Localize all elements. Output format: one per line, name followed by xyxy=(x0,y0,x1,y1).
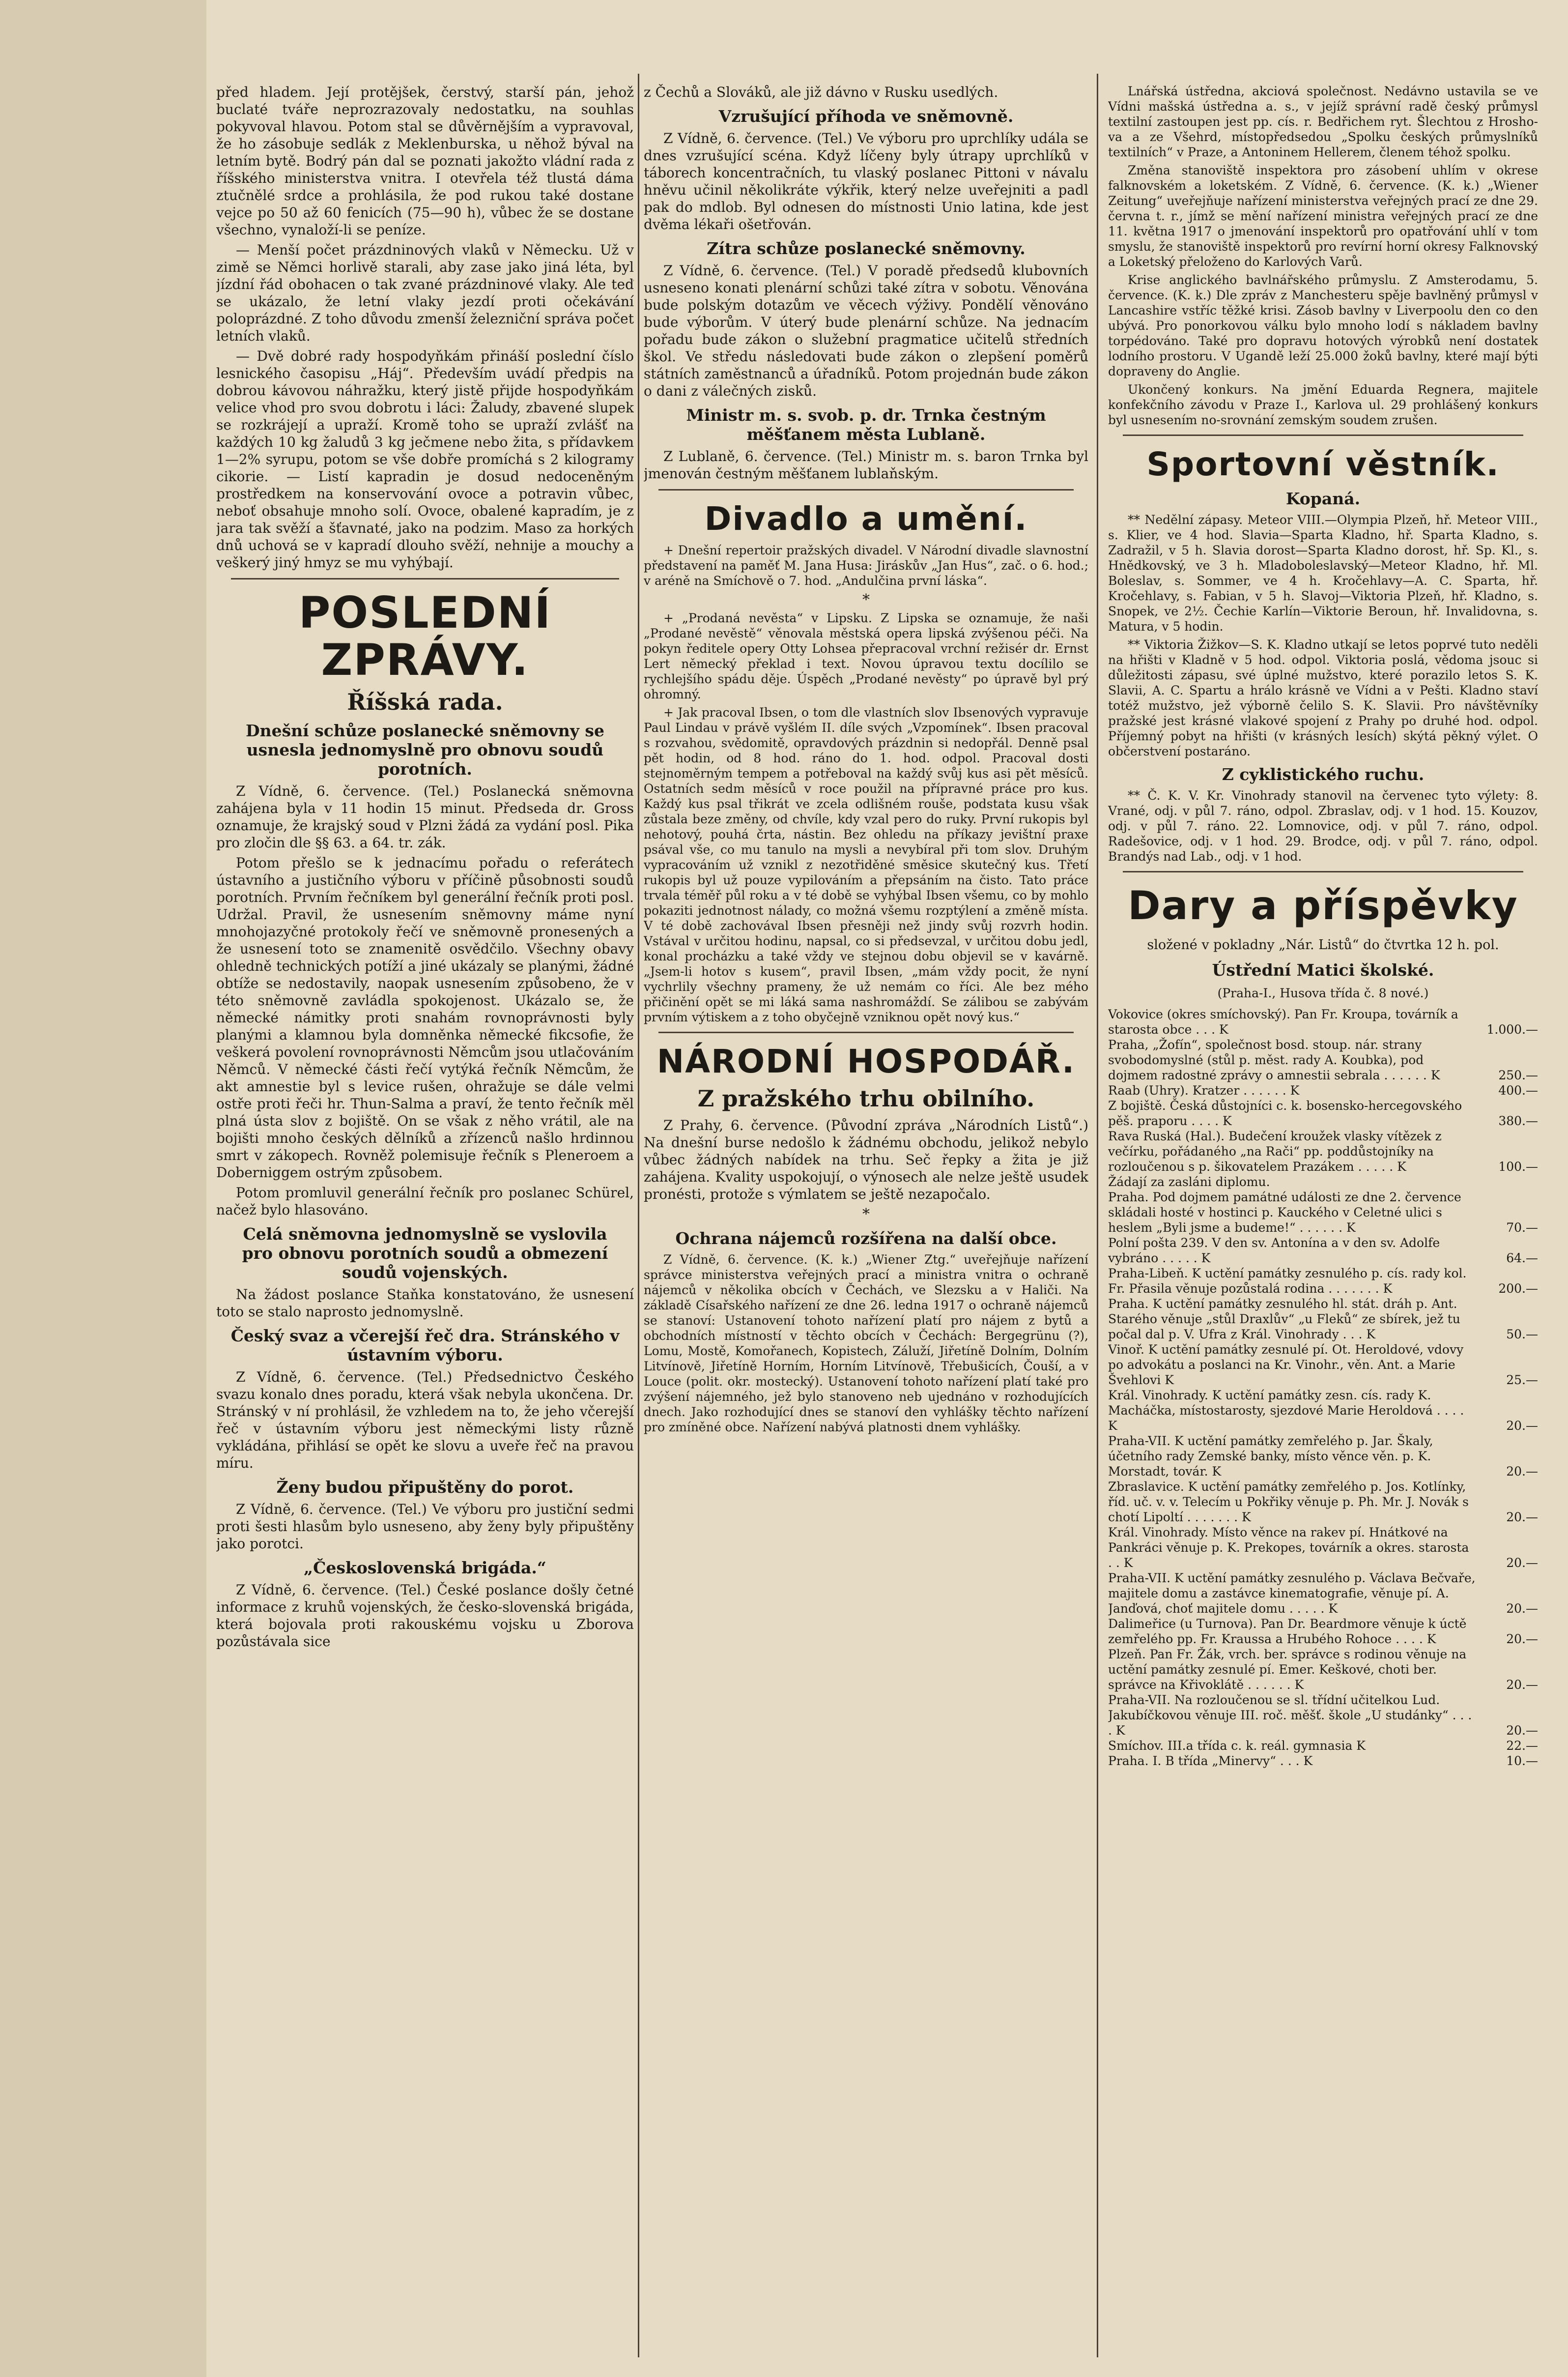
donation-row xyxy=(1108,1266,1538,1296)
donation-amount: 20.— xyxy=(1506,1464,1538,1478)
donation-text: Z bojiště. Česká důstojníci c. k. bosensko-hercegovského pěš. praporu . . . . K xyxy=(1108,1099,1462,1128)
column-1 xyxy=(216,84,634,2357)
donation-text: Žádají za zasláni diplomu. xyxy=(1108,1175,1270,1189)
article-paragraph: Z Vídně, 6. července. (K. k.) „Wiener Ztg.“ uveřejňuje nařízení správce ministerstva veřejných prací a ministra vnitra o ochraně nájemců v několika obcích v Čechách, ve Slezsku a v Haliči. Na základě Císařského nařízení ze dne 26. ledna 1917 o ochraně nájemců se stanoví: Ustanovení tohoto nařízení platí pro nájem z bytů a obchodních místností v těchto obcích v Čechách: Bergegrünu (?), Lomu, Mostě, Komořanech, Kopistech, Záluží, Jiřetíně Dolním, Dolním Litvínově, Jiřetíně Horním, Horním Litvínově, Třebušicích, Čouší, a v Louce (polit. okr. mostecký). Ustanovení tohoto nařízení platí také pro zvýšení nájemného, jež bylo stanoveno neb ujednáno v rozhodujících dnech. Jako rozhodující dnes se stanoví den vyhlášky těchto nařízení pro zmíněné obce. Nařízení nabývá platnosti dnem vyhlášky. xyxy=(644,1252,1088,1434)
banner-headline: POSLEDNÍ ZPRÁVY. xyxy=(298,587,552,685)
donation-text: Praha. Pod dojmem památné události ze dne 2. července skládali hosté v hostinci p. Kauckého v Celetné ulici s heslem „Byli jsme a budeme!“ . . . . . . K xyxy=(1108,1190,1461,1235)
donation-amount: 20.— xyxy=(1506,1510,1538,1524)
article-paragraph: Ukončený konkurs. Na jmění Eduarda Regnera, majitele konfekčního závodu v Praze I., Karlova ul. 29 prohlášený konkurs byl usnesením no-srovnání zemským soudem zrušen. xyxy=(1108,382,1538,427)
donation-row xyxy=(1108,1129,1538,1174)
donation-row xyxy=(1108,1525,1538,1570)
donation-row xyxy=(1108,1189,1538,1235)
donation-text: Praha. K uctění památky zesnulého hl. stát. dráh p. Ant. Starého věnuje „stůl Draxlův“ „u Fleků“ ze sbírek, jež tu počal dal p. V. Ufra z Král. Vinohrady . . . K xyxy=(1108,1297,1460,1341)
article-paragraph: ** Č. K. V. Kr. Vinohrady stanovil na červenec tyto výlety: 8. Vrané, odj. v půl 7. ráno, odpol. Zbraslav, odj. v 1 hod. 15. Kouzov, odj. v půl 7. ráno. 22. Lomnovice, odj. v půl 7. ráno, odpol. Radešovice, odj. v 1 hod. 29. Brodce, odj. v půl 7. ráno, odpol. Brandýs nad Lab., odj. v 1 hod. xyxy=(1108,788,1538,864)
divider xyxy=(1123,871,1523,872)
donations-table xyxy=(1108,1007,1538,1768)
banner-headline: Dary a příspěvky xyxy=(1128,883,1518,928)
article-headline: Z cyklistického ruchu. xyxy=(1222,765,1425,784)
donation-text: Praha-VII. K uctění památky zesnulého p. Václava Bečvaře, majitele domu a zastávce kinematografie, věnuje pí. A. Janďová, choť majitele domu . . . . . K xyxy=(1108,1571,1476,1616)
article-headline: Vzrušující příhoda ve sněmovně. xyxy=(718,107,1014,126)
donation-amount: 50.— xyxy=(1506,1327,1538,1341)
divider xyxy=(658,489,1074,491)
donation-row xyxy=(1108,1037,1538,1083)
donation-amount: 20.— xyxy=(1506,1723,1538,1738)
banner-headline: Sportovní věstník. xyxy=(1146,445,1500,483)
donation-amount: 22.— xyxy=(1506,1739,1538,1753)
section-heading: Kopaná. xyxy=(1285,489,1361,508)
banner-headline: Divadlo a umění. xyxy=(704,500,1028,538)
donation-row xyxy=(1108,1174,1538,1189)
article-paragraph: Krise anglického bavlnářského průmyslu. Z Amsterodamu, 5. července. (K. k.) Dle zpráv z Manchesteru spěje bavlněný průmysl v Lancashire vstříc těžké krisi. Zásob bavlny v Liverpoolu den co den ubývá. Pro ponorkovou válku bylo mnoho lodí s nákladem bavlny torpédováno. Také pro dopravu hotových výrobků není dostatek lodního prostoru. V Ugandě leží 25.000 žoků bavlny, které mají býti dopraveny do Anglie. xyxy=(1108,273,1538,378)
donation-row xyxy=(1108,1647,1538,1692)
donation-amount: 100.— xyxy=(1498,1160,1538,1174)
article-headline: Ministr m. s. svob. p. dr. Trnka čestným měšťanem města Lublaně. xyxy=(686,406,1046,444)
donation-amount: 70.— xyxy=(1506,1220,1538,1235)
donation-amount: 20.— xyxy=(1506,1601,1538,1616)
donation-row xyxy=(1108,1616,1538,1647)
donation-text: Praha-VII. Na rozloučenou se sl. třídní učitelkou Lud. Jakubíčkovou věnuje III. roč. měšť. škole „U studánky“ . . . . K xyxy=(1108,1693,1472,1738)
column-2 xyxy=(644,84,1088,2357)
article-headline: Zítra schůze poslanecké sněmovny. xyxy=(707,239,1026,258)
section-heading: Z pražského trhu obilního. xyxy=(697,1085,1035,1112)
donation-text: Zbraslavice. K uctění památky zemřelého p. Jos. Kotlínky, říd. uč. v. v. Telecím u Pokřiky věnuje p. Ph. Mr. J. Novák s chotí Lipoltí . . . . . . . K xyxy=(1108,1479,1469,1524)
donation-row xyxy=(1108,1570,1538,1616)
donation-text: Rava Ruská (Hal.). Budečení kroužek vlasky vítězek z večírku, pořádaného „na Rači“ pp. poddůstojníky na rozloučenou s p. šikovatelem Prazákem . . . . . K xyxy=(1108,1129,1442,1174)
donation-text: Král. Vinohrady. K uctění památky zesn. cís. rady K. Macháčka, místostarosty, sjezdové Marie Heroldová . . . . K xyxy=(1108,1388,1464,1433)
article-paragraph: + Jak pracoval Ibsen, o tom dle vlastních slov Ibsenových vypravuje Paul Lindau v právě vyšlém II. díle svých „Vzpomínek“. Ibsen pracoval s rozvahou, svědomitě, opravdových prázdnin si nedopřál. Denně psal pět hodin, od 8 hod. ráno do 1. hod. odpol. Pracoval dosti stejnoměrným tempem a potřeboval na každý svůj kus asi pět měsíců. Ostatních sedm měsíců v roce použil na přípravné práce pro kus. Každý kus psal třikrát ve zcela odlišném rouše, podstata kusu však zůstala beze změny, od chvíle, kdy vzal pero do ruky. První rukopis byl nehotový, pouhá črta, nástin. Bez ohledu na příkazy jevištní praxe psával vše, co mu tanulo na mysli a nevybíral při tom slov. Druhým vypracováním už vznikl z nezotřiděné směsice skutečný kus. Třetí rukopis byl už pouze vypilováním a přepsáním na čisto. Tato práce trvala téměř půl roku a v té době se vyhýbal Ibsen všemu, co by mohlo pokaziti jednotnost nálady, co možná všemu rozptýlení a změně místa. V té době zachovával Ibsen přesněji než jindy svůj rozvrh hodin. Vstával v určitou hodinu, napsal, co si předsevzal, v určitou dobu jedl, konal procházku a také vždy ve stejnou dobu objevil se v kavárně. „Jsem-li hotov s kusem“, pravil Ibsen, „mám vždy pocit, že nyní vychrlily všechny prameny, že už nemám co říci. Ale bez mého přičinění opět se mi láká sama nashromáždí. Se zálibou se zabývám prvním výtiskem a z toho obyčejně vzniknou opět nový kus.“ xyxy=(644,705,1088,1024)
article-paragraph: Potom promluvil generální řečník pro poslanec Schürel, načež bylo hlasováno. xyxy=(216,1185,634,1218)
donation-amount: 20.— xyxy=(1506,1556,1538,1570)
donation-text: Plzeň. Pan Fr. Žák, vrch. ber. správce s rodinou věnuje na uctění památky zesnulé pí. Emer. Keškové, choti ber. správce na Křivoklátě . . . . . . K xyxy=(1108,1647,1467,1692)
organization-name: Ústřední Matici školské. xyxy=(1212,960,1434,980)
article-headline: Český svaz a včerejší řeč dra. Stránského v ústavním výboru. xyxy=(230,1326,620,1364)
donation-text: Raab (Uhry). Kratzer . . . . . . K xyxy=(1108,1083,1300,1098)
article-paragraph: ** Viktoria Žižkov—S. K. Kladno utkají se letos poprvé tuto neděli na hřišti v Kladně v 5 hod. odpol. Viktoria poslá, vědoma jsouc si důležitosti zápasu, své úplné mužstvo, které porazilo letos S. K. Slavii, A. C. Spartu a hrálo krásně ve Vídni a v Pešti. Kladno staví totéž mužstvo, jež výborně čelilo S. K. Slavii. Pro návštěvníky pražské jest krásné vlakové spojení z Prahy po druhé hod. odpol. Příjemný pobyt na hřišti (v krásných lesích) skýtá pěkný výlet. O občerstvení postaráno. xyxy=(1108,638,1538,758)
article-paragraph: Změna stanoviště inspektora pro zásobení uhlím v okrese falknovském a loketském. Z Vídně, 6. července. (K. k.) „Wiener Zeitung“ uveřejňuje nařízení ministerstva veřejných prací ze dne 29. června t. r., jímž se mění nařízení ministra veřejných prací ze dne 11. května 1917 o jmenování inspektorů pro opatřování uhlí v tom smyslu, že stanoviště inspektorů pro revírní horní okresy Falknovský a Loketský přeloženo do Karlových Varů. xyxy=(1108,163,1538,269)
asterisk-separator: * xyxy=(862,591,870,609)
article-paragraph: Z Vídně, 6. července. (Tel.) Poslanecká sněmovna zahájena byla v 11 hodin 15 minut. Předseda dr. Gross oznamuje, že krajský soud v Plzni žádá za vydání posl. Pika pro zločin dle §§ 63. a 64. tr. zák. xyxy=(216,783,634,851)
donation-amount: 25.— xyxy=(1506,1373,1538,1387)
donation-amount: 10.— xyxy=(1506,1754,1538,1768)
donation-amount xyxy=(1476,1174,1538,1189)
asterisk-separator: * xyxy=(862,1206,870,1223)
article-headline: Ochrana nájemců rozšířena na další obce. xyxy=(675,1229,1057,1248)
article-paragraph: Z Vídně, 6. července. (Tel.) Ve výboru pro uprchlíky udála se dnes vzrušující scéna. Když líčeny byly útrapy uprchlíků v táborech koncentračních, tu vlaský poslanec Pittoni v návalu hněvu učinil několikráte výkřik, který nelze uveřejniti a padl pak do mdlob. Byl odnesen do místnosti Unio latina, kde jest dvěma lékaři ošetřován. xyxy=(644,130,1088,232)
donations-intro: složené v pokladny „Nár. Listů“ do čtvrtka 12 h. pol. xyxy=(1147,937,1499,953)
article-paragraph: Z Prahy, 6. července. (Původní zpráva „Národních Listů“.) Na dnešní burse nedošlo k žádnému obchodu, jelikož nebylo vůbec žádných nabídek na trhu. Seč řepky a žita je již zahájena. Kvality uspokojují, o výnosech ale nelze ještě usudek pronésti, protože s výmlatem se ještě nezapočalo. xyxy=(644,1117,1088,1202)
donation-row xyxy=(1108,1235,1538,1266)
divider xyxy=(231,578,619,580)
donation-amount: 64.— xyxy=(1506,1251,1538,1265)
article-paragraph: Z Vídně, 6. července. (Tel.) Ve výboru pro justiční sedmi proti šesti hlasům bylo usneseno, aby ženy byly připuštěny jako porotci. xyxy=(216,1501,634,1552)
donation-row xyxy=(1108,1342,1538,1388)
donation-text: Polní pošta 239. V den sv. Antonína a v den sv. Adolfe vybráno . . . . . K xyxy=(1108,1236,1440,1265)
donation-amount: 20.— xyxy=(1506,1678,1538,1692)
article-paragraph: Z Vídně, 6. července. (Tel.) V poradě předsedů klubovních usneseno konati plenární schůzi také zítra v sobotu. Věnována bude polským dotazům ve věcech výživy. Pondělí věnováno bude výborům. V úterý bude plenární schůze. Na jednacím pořadu bude zákon o služební pragmatice učitelů středních škol. Ve středu následovati bude zákon o zlepšení poměrů státních zaměstnanců a úřadníků. Potom projednán bude zákon o dani z válečných zisků. xyxy=(644,262,1088,399)
donation-row xyxy=(1108,1753,1538,1768)
article-paragraph: Z Lublaně, 6. července. (Tel.) Ministr m. s. baron Trnka byl jmenován čestným měšťanem lublaňským. xyxy=(644,448,1088,482)
donation-amount: 200.— xyxy=(1498,1281,1538,1296)
article-paragraph: + „Prodaná nevěsta“ v Lipsku. Z Lipska se oznamuje, že naši „Prodané nevěstě“ věnovala městská opera lipská zvýšenou péči. Na pokyn ředitele opery Otty Lohsea přepracoval vrchní režisér dr. Ernst Lert německý překlad i text. Novou úpravou textu docílilo se rychlejšího spádu děje. Úspěch „Prodané nevěsty“ po úpravě byl prý ohromný. xyxy=(644,611,1088,701)
article-headline: „Československá brigáda.“ xyxy=(304,1558,546,1577)
column-3 xyxy=(1108,84,1538,2357)
column-rule xyxy=(638,74,639,2357)
donation-row xyxy=(1108,1738,1538,1753)
donation-row xyxy=(1108,1433,1538,1479)
article-headline: Celá sněmovna jednomyslně se vyslovila pro obnovu porotních soudů a obmezení soudů vojenských. xyxy=(242,1224,608,1282)
donation-row xyxy=(1108,1083,1538,1098)
donation-text: Praha-Libeň. K uctění památky zesnulého p. cís. rady kol. Fr. Přasila věnuje pozůstalá rodina . . . . . . . K xyxy=(1108,1266,1467,1296)
article-paragraph: z Čechů a Slováků, ale již dávno v Rusku usedlých. xyxy=(644,84,998,100)
donation-text: Praha, „Žofín“, společnost bosd. stoup. nár. strany svobodomyslné (stůl p. měst. rady A. Koubka), pod dojmem radostné zprávy o amnestii sebrala . . . . . . K xyxy=(1108,1038,1440,1082)
article-paragraph: + Dnešní repertoir pražských divadel. V Národní divadle slavnostní představení na paměť M. Jana Husa: Jiráskův „Jan Hus“, zač. o 6. hod.; v aréně na Smíchově o 7. hod. „Andulčina první láska“. xyxy=(644,543,1088,588)
section-heading: Říšská rada. xyxy=(347,689,503,715)
article-paragraph: před hladem. Její protějšek, čerstvý, starší pán, jehož buclaté tváře neprozrazovaly nedostatku, na souhlas pokyvoval hlavou. Potom stal se důvěrnějším a vypravoval, že ho zásobuje sedlák z Meklenburska, u něhož býval na letním bytě. Bodrý pán dal se poznati jakožto vládní rada z říšského ministerstva vnitra. I otevřela též tlustá dáma ztučnělé srdce a prohlásila, že pod rukou také dostane vejce po 50 až 60 fenicích (75—90 h), vůbec že se dostane všechno, vynaloží-li se peníze. xyxy=(216,84,634,238)
article-paragraph: Na žádost poslance Staňka konstatováno, že usnesení toto se stalo naprosto jednomyslně. xyxy=(216,1286,634,1320)
donation-amount: 250.— xyxy=(1498,1068,1538,1082)
donation-text: Praha. I. B třída „Minervy“ . . . K xyxy=(1108,1754,1313,1768)
article-headline: Ženy budou připuštěny do porot. xyxy=(276,1478,574,1497)
donation-row xyxy=(1108,1296,1538,1342)
banner-headline: NÁRODNÍ HOSPODÁŘ. xyxy=(656,1043,1076,1080)
divider xyxy=(658,1032,1074,1033)
donation-row xyxy=(1108,1098,1538,1129)
donation-amount: 380.— xyxy=(1498,1114,1538,1128)
donation-text: Praha-VII. K uctění památky zemřelého p. Jar. Škaly, účetního rady Zemské banky, místo věnce věn. p. K. Morstadt, továr. K xyxy=(1108,1434,1433,1478)
column-rule xyxy=(1097,74,1098,2357)
donation-row xyxy=(1108,1479,1538,1525)
donation-amount: 20.— xyxy=(1506,1632,1538,1646)
donation-text: Král. Vinohrady. Místo věnce na rakev pí. Hnátkové na Pankráci věnuje p. K. Prekopes, továrník a okres. starosta . . K xyxy=(1108,1525,1469,1570)
organization-address: (Praha-I., Husova třída č. 8 nové.) xyxy=(1217,986,1429,1000)
scan-margin xyxy=(0,0,206,2377)
donation-amount: 400.— xyxy=(1498,1083,1538,1098)
divider xyxy=(1123,435,1523,436)
article-paragraph: Potom přešlo se k jednacímu pořadu o referátech ústavního a justičního výboru v příčině působnosti soudů porotních. Prvním řečníkem byl generální řečník proti posl. Udržal. Pravil, že usnesením sněmovny máme nyní mnohojazyčné protokoly řečí ve sněmovně pronesených a že usnesení toto se znamenitě osvědčilo. Všechny obavy ohledně technických potíží a jiné ukázaly se planými, žádné obtíže se nedostavily, naopak usnesením způsobeno, že v této sněmovně zavládla spokojenost. Ukázalo se, že německé námitky proti snahám rovnoprávnosti byly planými a klamnou byla domněnka německé fikcsofie, že veškerá povolení rovnoprávnosti Němcům jsou utlačováním Němců. V německé části řečí vytýká řečník Němcům, že akt amnestie byl s levice rušen, ohražuje se dále velmi ostře proti řeči hr. Thun-Salma a praví, že tento řečník měl plná ústa slov z bojiště. On se však z něho vrátil, ale na bojišti mnoho českých dělníků a zřízenců našlo hrdinnou smrt v zákopech. Rovněž polemisuje řečník s Pleneroem a Doberniggem ostrým způsobem. xyxy=(216,855,634,1181)
donation-text: Smíchov. III.a třída c. k. reál. gymnasia K xyxy=(1108,1739,1366,1753)
article-headline: Dnešní schůze poslanecké sněmovny se usnesla jednomyslně pro obnovu soudů porotních. xyxy=(246,721,604,779)
donation-text: Vokovice (okres smíchovský). Pan Fr. Kroupa, továrník a starosta obce . . . K xyxy=(1108,1007,1458,1037)
article-paragraph: Z Vídně, 6. července. (Tel.) České poslance došly četné informace z kruhů vojenských, že česko-slovenská brigáda, která bojovala proti rakouskému vojsku u Zborova pozůstávala sice xyxy=(216,1582,634,1650)
article-paragraph: — Dvě dobré rady hospodyňkám přináší poslední číslo lesnického časopisu „Háj“. Především uvádí předpis na dobrou kávovou náhražku, který jistě přijde hospodyňkám velice vhod pro svou dobrotu i láci: Žaludy, zbavené slupek se rozkrájejí a upraží. Kromě toho se upraží zvlášť na každých 10 kg žaludů 3 kg ječmene nebo žita, s přídavkem 1—2% syrupu, potom se vše dobře promíchá s 2 kilogramy cikorie. — Listí kapradin je dosud nedoceněným prostředkem na konservování ovoce a potravin vůbec, neboť obsahuje mnoho solí. Ovoce, obalené kapradím, je z jara tak svěží a šťavnaté, jako na podzim. Maso za horkých dnů uchová se v kapradí dlouho svěží, nehnije a mouchy a veškerý jiný hmyz se mu vyhýbají. xyxy=(216,348,634,571)
article-paragraph: Lnářská ústředna, akciová společnost. Nedávno ustavila se ve Vídni mašská ústředna a. s., v jejíž správní radě český průmysl textilní zastoupen jest pp. cís. r. Bedřichem ryt. Šlechtou z Hrosho-va a ze Všehrd, místopředsedou „Spolku českých průmyslníků textilních“ v Praze, a Antoninem Hellerem, členem téhož spolku. xyxy=(1108,84,1538,159)
article-paragraph: Z Vídně, 6. července. (Tel.) Předsednictvo Českého svazu konalo dnes poradu, která však nebyla ukončena. Dr. Stránský v ní prohlásil, že vzhledem na to, že jeho včerejší řeč v ústavním výboru jest německými listy různě vykládána, přihlásí se opět ke slovu a uveře řeč na pravou míru. xyxy=(216,1369,634,1471)
article-paragraph: ** Nedělní zápasy. Meteor VIII.—Olympia Plzeň, hř. Meteor VIII., s. Klier, ve 4 hod. Slavia—Sparta Kladno, hř. Sparta Kladno, s. Zadražil, v 5 h. Slavia dorost—Sparta Kladno dorost, hř. Sp. Kl., s. Hnědkovský, ve 3 h. Mladoboleslavský—Meteor Kladno, hř. Ml. Boleslav, s. Sommer, ve 4 h. Kročehlavy—A. C. Sparta, hř. Kročehlavy, s. Fabian, v 5 h. Slavoj—Viktoria Plzeň, hř. Kladno, s. Snopek, ve 2½. Čechie Karlín—Viktorie Beroun, hř. Invalidovna, s. Matura, v 5 hodin. xyxy=(1108,513,1538,634)
donation-row xyxy=(1108,1007,1538,1037)
donation-amount: 1.000.— xyxy=(1486,1022,1538,1037)
donation-amount: 20.— xyxy=(1506,1419,1538,1433)
donation-text: Vinoř. K uctění památky zesnulé pí. Ot. Heroldové, vdovy po advokátu a poslanci na Kr. Vinohr., věn. Ant. a Marie Švehlovi K xyxy=(1108,1342,1464,1387)
donation-text: Dalimeřice (u Turnova). Pan Dr. Beardmore věnuje k úctě zemřelého pp. Fr. Kraussa a Hrubého Rohoce . . . . K xyxy=(1108,1617,1467,1646)
article-paragraph: — Menší počet prázdninových vlaků v Německu. Už v zimě se Němci horlivě starali, aby zase jako jiná léta, byl jízdní řád obohacen o tak zvané prázdninové vlaky. Ale teď se ukázalo, že letní vlaky jezdí proti očekávání poloprázdné. Z toho důvodu zmenší železniční správa počet letních vlaků. xyxy=(216,242,634,344)
donation-row xyxy=(1108,1388,1538,1433)
donation-row xyxy=(1108,1692,1538,1738)
